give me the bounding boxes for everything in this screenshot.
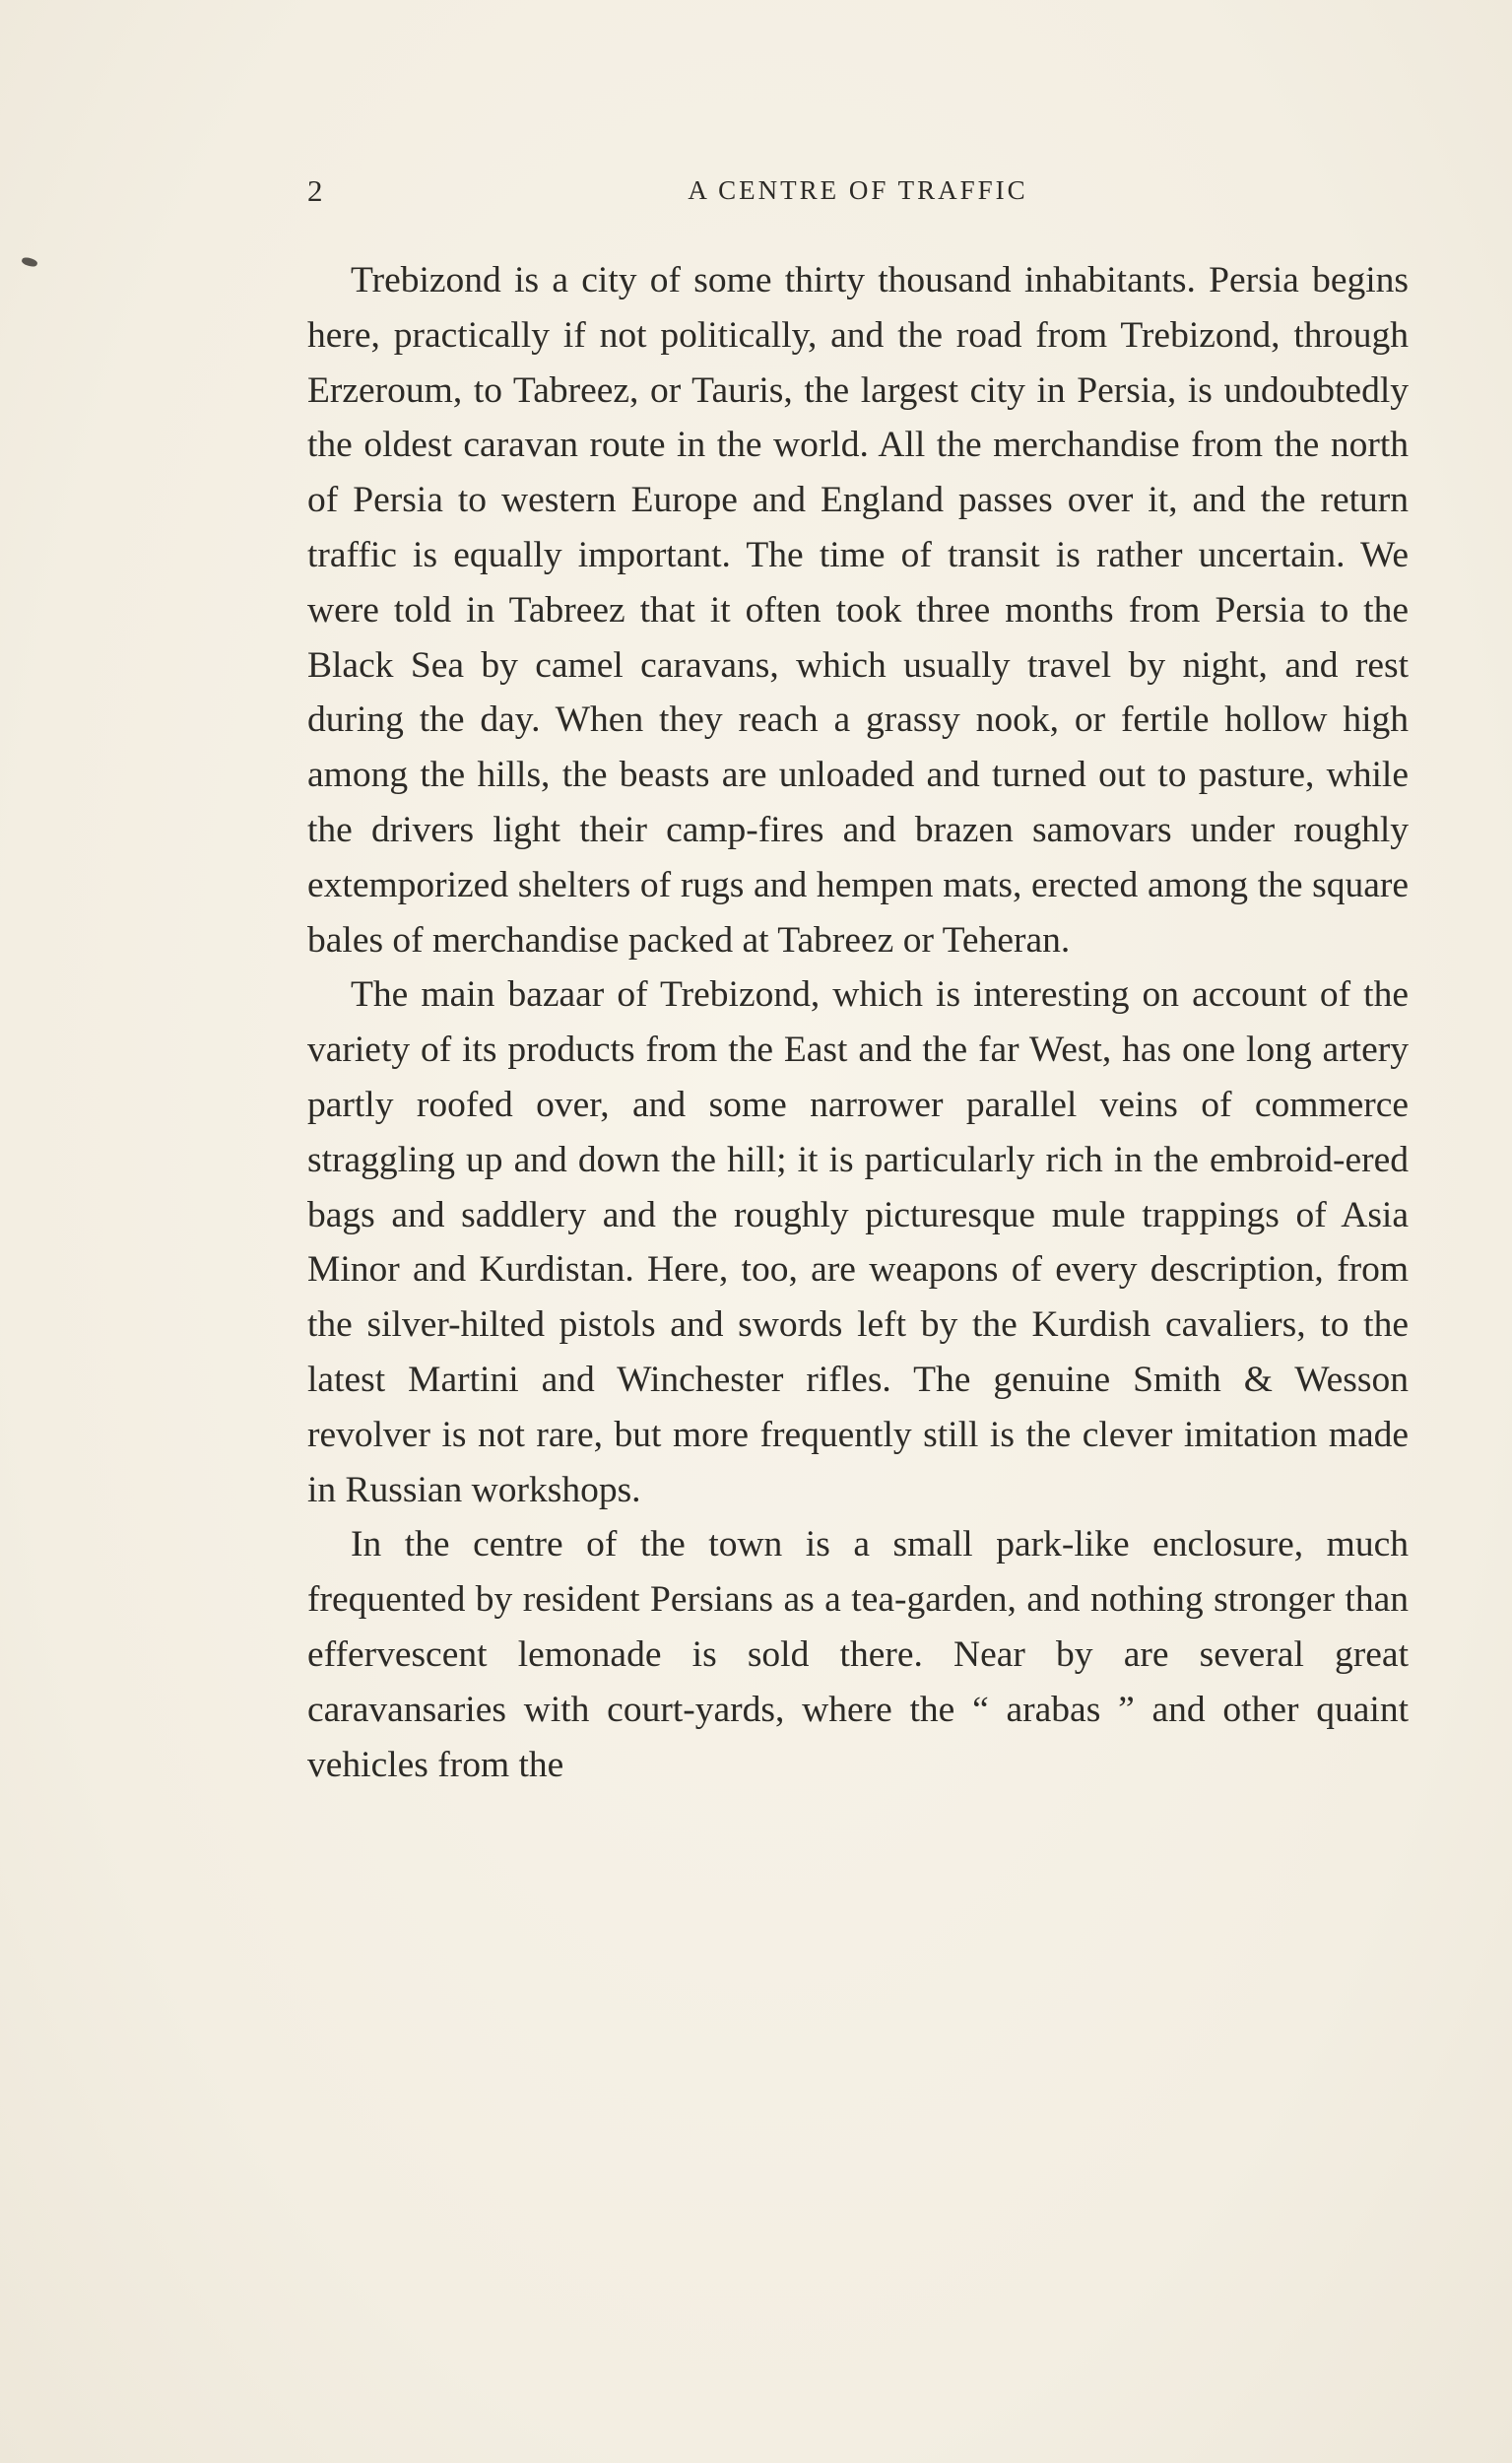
body-text bbox=[307, 253, 1409, 1792]
paragraph: Trebizond is a city of some thirty thousand inhabitants. Persia begins here, practically if not politically, and the road from Trebizond, through Erzeroum, to Tabreez, or Tauris, the largest city in Persia, is undoubtedly the oldest caravan route in the world. All the merchandise from the north of Persia to western Europe and England passes over it, and the return traffic is equally important. The time of transit is rather uncertain. We were told in Tabreez that it often took three months from Persia to the Black Sea by camel caravans, which usually travel by night, and rest during the day. When they reach a grassy nook, or fertile hollow high among the hills, the beasts are unloaded and turned out to pasture, while the drivers light their camp-fires and brazen samovars under roughly extemporized shelters of rugs and hempen mats, erected among the square bales of merchandise packed at Tabreez or Teheran. bbox=[307, 260, 1409, 961]
page-number: 2 bbox=[307, 173, 324, 208]
chapter-running-title: A CENTRE OF TRAFFIC bbox=[688, 175, 1028, 205]
running-head bbox=[307, 173, 1409, 217]
paragraph: The main bazaar of Trebizond, which is interesting on account of the variety of its products from the East and the far West, has one long artery partly roofed over, and some narrower parallel veins of commerce straggling up and down the hill; it is particularly rich in the embroid-ered bags and saddlery and the roughly picturesque mule trappings of Asia Minor and Kurdistan. Here, too, are weapons of every description, from the silver-hilted pistols and swords left by the Kurdish cavaliers, to the latest Martini and Winchester rifles. The genuine Smith & Wesson revolver is not rare, but more frequently still is the clever imitation made in Russian workshops. bbox=[307, 974, 1409, 1510]
margin-ink-mark bbox=[21, 256, 38, 269]
paragraph: In the centre of the town is a small park-like enclosure, much frequented by resident Persians as a tea-garden, and nothing stronger than effervescent lemonade is sold there. Near by are several great caravansaries with court-yards, where the “ arabas ” and other quaint vehicles from the bbox=[307, 1524, 1409, 1785]
